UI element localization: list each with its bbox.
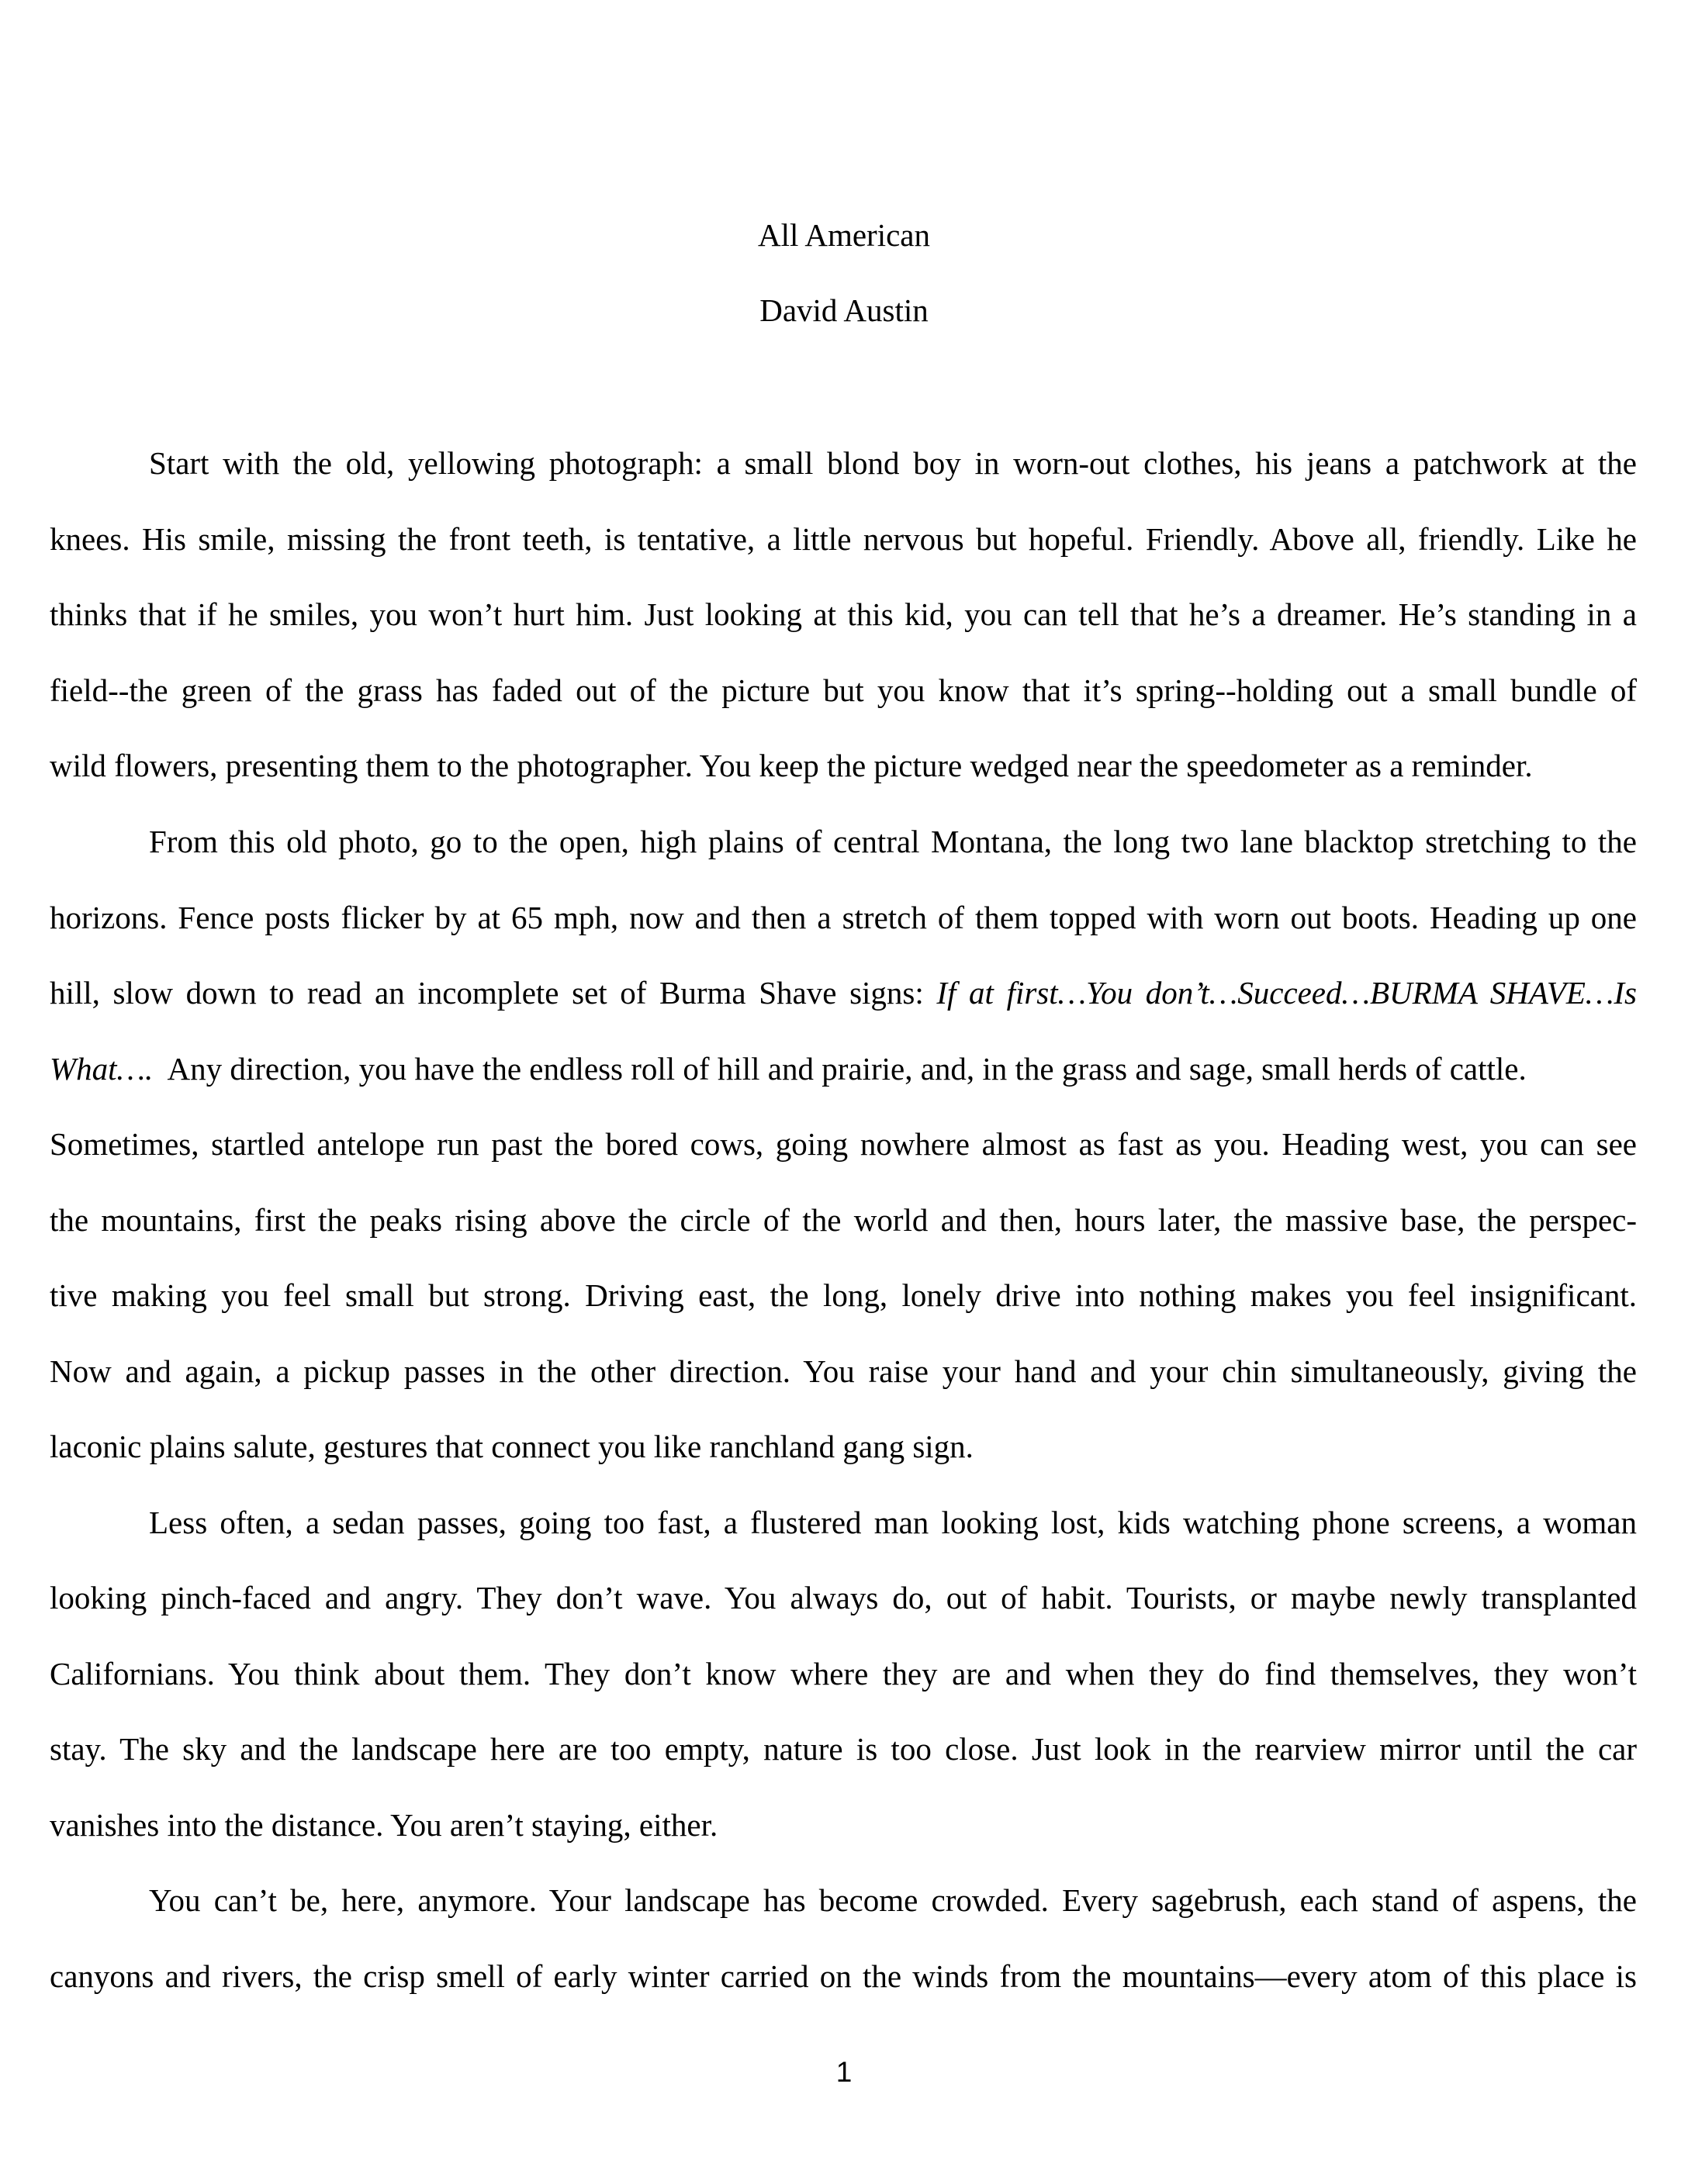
text-line: laconic plains salute, gestures that connect you like ranchland gang sign.: [50, 1429, 974, 1464]
burma-shave-sign-text: If at first…You don’t…Succeed…BURMA SHAVE…Is: [936, 975, 1637, 1011]
text-segment: hill, slow down to read an incomplete set of Burma Shave signs:: [50, 975, 937, 1011]
text-segment: Any direction, you have the endless roll of hill and prairie, and, in the grass and sage, small herds of cattle.: [153, 1051, 1527, 1087]
text-line: canyons and rivers, the crisp smell of early winter carried on the winds from the mountains—every atom of this place is: [50, 1958, 1637, 1994]
text-line: horizons. Fence posts flicker by at 65 mph, now and then a stretch of them topped with worn out boots. Heading up one: [50, 900, 1637, 935]
text-line: field--the green of the grass has faded out of the picture but you know that it’s spring--holding out a small bundle of: [50, 672, 1637, 708]
text-line: looking pinch-faced and angry. They don’t wave. You always do, out of habit. Tourists, or maybe newly transplanted: [50, 1580, 1637, 1616]
text-line: Less often, a sedan passes, going too fast, a flustered man looking lost, kids watching phone screens, a woman: [149, 1505, 1637, 1540]
text-line: vanishes into the distance. You aren’t staying, either.: [50, 1807, 718, 1843]
text-line: You can’t be, here, anymore. Your landscape has become crowded. Every sagebrush, each stand of aspens, the: [149, 1882, 1637, 1918]
text-line: Californians. You think about them. They don’t know where they are and when they do find themselves, they won’t: [50, 1656, 1637, 1692]
text-line: [50, 974, 1637, 1011]
text-line: the mountains, first the peaks rising above the circle of the world and then, hours later, the massive base, the perspec-: [50, 1202, 1637, 1238]
text-line: thinks that if he smiles, you won’t hurt him. Just looking at this kid, you can tell that he’s a dreamer. He’s standing in a: [50, 596, 1637, 632]
author-name: David Austin: [759, 292, 929, 328]
story-title: All American: [757, 217, 931, 253]
page-number: 1: [835, 2056, 853, 2088]
text-line: Now and again, a pickup passes in the other direction. You raise your hand and your chin simultaneously, giving the: [50, 1353, 1637, 1389]
text-line: tive making you feel small but strong. Driving east, the long, lonely drive into nothing makes you feel insignificant.: [50, 1277, 1637, 1313]
text-line: knees. His smile, missing the front teeth, is tentative, a little nervous but hopeful. Friendly. Above all, friendly. Like he: [50, 521, 1637, 557]
text-line: From this old photo, go to the open, high plains of central Montana, the long two lane blacktop stretching to the: [149, 824, 1637, 859]
text-line: wild flowers, presenting them to the photographer. You keep the picture wedged near the speedometer as a reminder.: [50, 748, 1533, 783]
burma-shave-sign-text: What….: [50, 1051, 154, 1087]
text-line: stay. The sky and the landscape here are too empty, nature is too close. Just look in the rearview mirror until the car: [50, 1731, 1637, 1767]
text-line: Sometimes, startled antelope run past the bored cows, going nowhere almost as fast as you. Heading west, you can see: [50, 1126, 1637, 1162]
text-line: Start with the old, yellowing photograph: a small blond boy in worn-out clothes, his jeans a patchwork at the: [149, 445, 1637, 481]
text-line: [50, 1050, 1637, 1087]
